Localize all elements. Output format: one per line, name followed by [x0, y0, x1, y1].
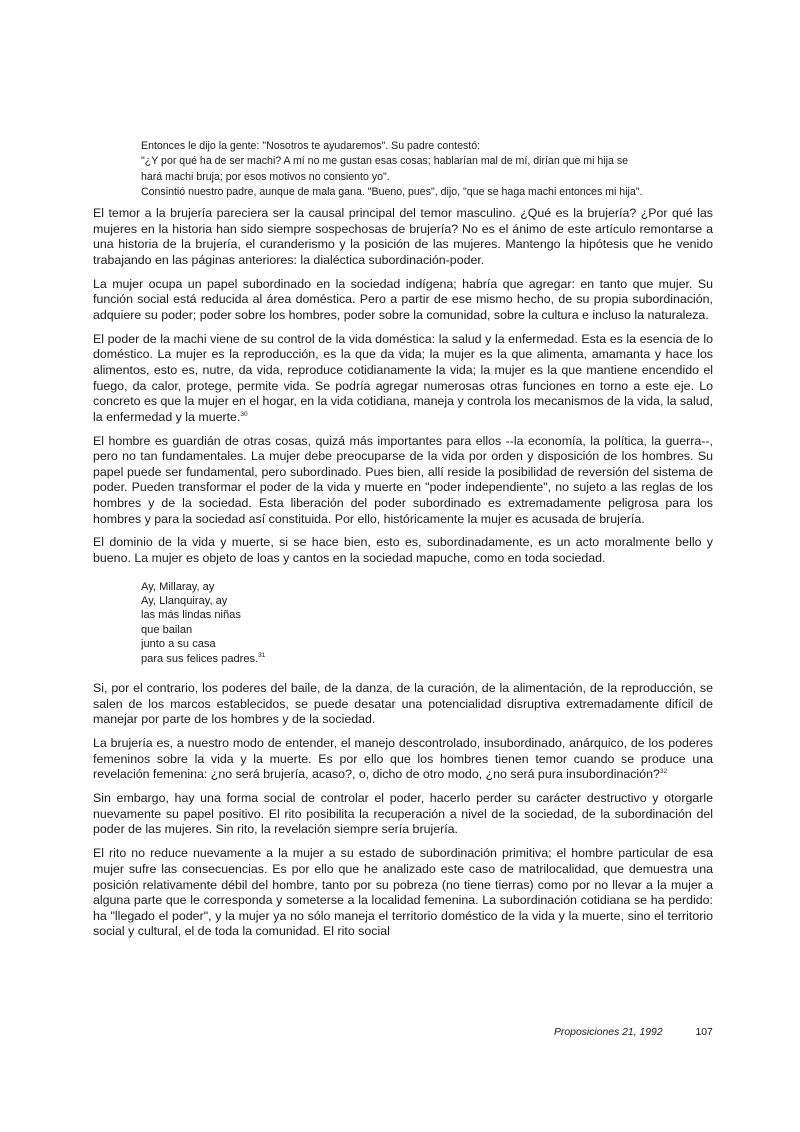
paragraph: [93, 846, 713, 940]
poem-line-text: para sus felices padres.: [141, 652, 259, 665]
paragraph-text: La brujería es, a nuestro modo de entender, el manejo descontrolado, insubordinado, anárquico, de los poderes femeninos sobre la vida y la muerte. Es por ello que los hombres tienen temor cuando se produce una revelación femenina: ¿no será brujería, acaso?, o, dicho de otro modo, ¿no será pura insubordinación?: [93, 736, 713, 782]
paragraph-text: Sin embargo, hay una forma social de controlar el poder, hacerlo perder su carácter destructivo y otorgarle nuevamente su papel positivo. El rito posibilita la recuperación a nivel de la sociedad, de la subordinación del poder de las mujeres. Sin rito, la revelación siempre sería brujería.: [93, 791, 713, 837]
paragraph: [93, 434, 713, 528]
paragraph-text: El dominio de la vida y muerte, si se hace bien, esto es, subordinadamente, es un acto moralmente bello y bueno. La mujer es objeto de loas y cantos en la sociedad mapuche, como en toda sociedad.: [93, 535, 713, 566]
page-number: 107: [695, 1027, 713, 1038]
paragraph: [93, 277, 713, 324]
paragraph-text: La mujer ocupa un papel subordinado en la sociedad indígena; habría que agregar: en tanto que mujer. Su función social está reducida al área doméstica. Pero a partir de ese mismo hecho, de su propia subordinación, adquiere su poder; poder sobre los hombres, poder sobre la comunidad, sobre la cultura e incluso la naturaleza.: [93, 276, 713, 322]
journal-citation: Proposiciones 21, 1992: [554, 1027, 663, 1038]
footnote-ref: 32: [659, 768, 668, 776]
poem-line: Ay, Llanquiray, ay: [141, 595, 228, 608]
poem-line: que bailan: [141, 623, 193, 636]
paragraph-text: El poder de la machi viene de su control de la vida doméstica: la salud y la enfermedad. Esta es la esencia de lo doméstico. La mujer es la reproducción, es la que da vida; la mujer es la que alimenta, amamanta y hace los alimentos, esto es, nutre, da vida, reproduce cotidianamente la vida; la mujer es la que mantiene encendido el fuego, da calor, protege, permite vida. Se podría agregar numerosas otras funciones en torno a este eje. Lo concreto es que la mujer en el hogar, en la vida cotidiana, maneja y controla los mecanismos de la vida, la salud, la enfermedad y la muerte.: [93, 331, 713, 424]
poem-verse: [141, 580, 713, 666]
quote-line: hará machi bruja; por esos motivos no consiento yo".: [141, 170, 390, 183]
paragraph-text: El temor a la brujería pareciera ser la causal principal del temor masculino. ¿Qué es la brujería? ¿Por qué las mujeres en la historia han sido siempre sospechosas de brujería? No es el ánimo de este artículo remontarse a una historia de la brujería, el curanderismo y la posición de las mujeres. Mantengo la hipótesis que he venido trabajando en las páginas anteriores: la dialéctica subordinación-poder.: [93, 206, 713, 267]
poem-line: junto a su casa: [141, 638, 216, 651]
poem-line: las más lindas niñas: [141, 609, 241, 622]
footnote-ref: 31: [258, 651, 266, 659]
paragraph-text: El rito no reduce nuevamente a la mujer a su estado de subordinación primitiva; el hombre particular de esa mujer sufre las consecuencias. Es por ello que he analizado este caso de matrilocalidad, que demuestra una posición relativamente débil del hombre, tanto por su pobreza (no tiene tierras) como por no llevar a la mujer a alguna parte que le corresponda y someterse a la localidad femenina. La subordinación cotidiana se ha perdido: ha "llegado el poder", y la mujer ya no sólo maneja el territorio doméstico de la vida y la muerte, sino el territorio social y cultural, el de toda la comunidad. El rito social: [93, 846, 713, 939]
block-quote: [141, 139, 721, 201]
paragraph: [93, 332, 713, 426]
quote-line: Consintió nuestro padre, aunque de mala gana. "Bueno, pues", dijo, "que se haga machi entonces mi hija".: [141, 186, 643, 199]
paragraph: [93, 681, 713, 728]
paragraph: [93, 535, 713, 566]
poem-line: Ay, Millaray, ay: [141, 580, 215, 593]
paragraph: [93, 736, 713, 783]
footnote-ref: 30: [240, 410, 248, 418]
quote-line: "¿Y por qué ha de ser machi? A mí no me gustan esas cosas; hablarían mal de mí, dirían que mi hija se: [141, 155, 629, 168]
poem-line-last: [141, 652, 713, 666]
paragraph: [93, 206, 713, 268]
paragraph-text: El hombre es guardián de otras cosas, quizá más importantes para ellos --la economía, la política, la guerra--, pero no tan fundamentales. La mujer debe preocuparse de la vida por orden y disposición de los hombres. Su papel puede ser fundamental, pero subordinado. Pues bien, allí reside la posibilidad de reversión del sistema de poder. Pueden transformar el poder de la vida y muerte en "poder independiente", no sujeto a las reglas de los hombres y de la sociedad. Esta liberación del poder subordinado es extremadamente peligrosa para los hombres y para la sociedad así constituida. Por ello, históricamente la mujer es acusada de brujería.: [93, 433, 713, 526]
quote-line: Entonces le dijo la gente: "Nosotros te ayudaremos". Su padre contestó:: [141, 140, 481, 152]
page-footer: [554, 1027, 713, 1038]
paragraph-text: Si, por el contrario, los poderes del baile, de la danza, de la curación, de la alimentación, de la reproducción, se salen de los marcos establecidos, se puede desatar una potencialidad disruptiva extremadamente difícil de manejar por parte de los hombres y de la sociedad.: [93, 681, 713, 727]
body-text: [93, 206, 713, 948]
paragraph: [93, 791, 713, 838]
